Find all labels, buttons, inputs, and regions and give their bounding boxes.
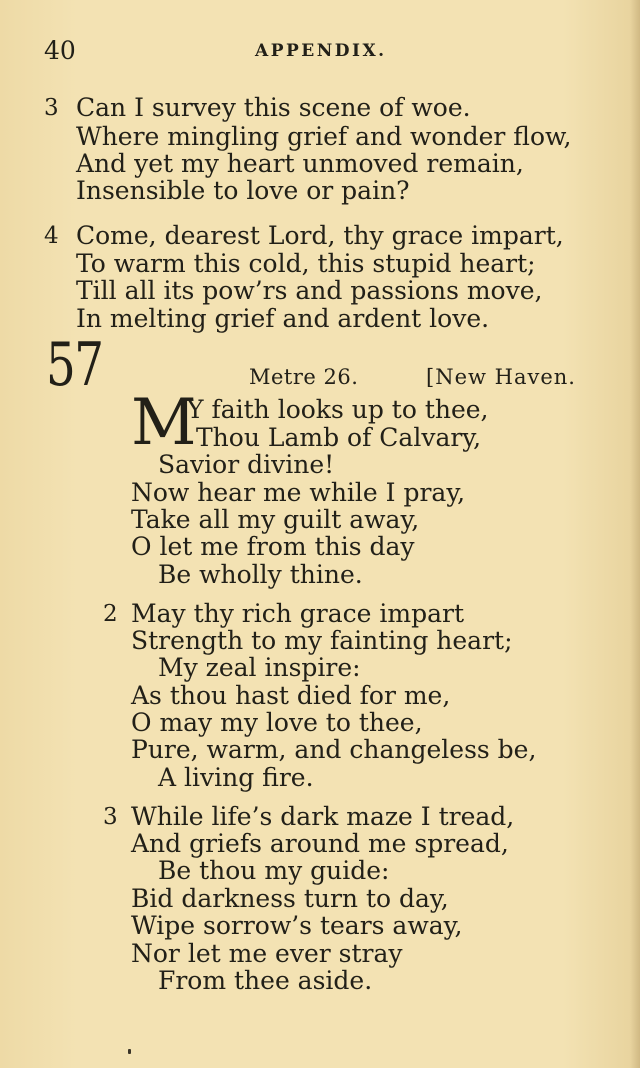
hymn-tune-name: [New Haven. — [426, 365, 576, 389]
verse-line: May thy rich grace impart — [131, 599, 464, 628]
page-number: 40 — [44, 36, 76, 65]
drop-cap: M — [131, 386, 197, 460]
page-edge-shadow — [630, 0, 640, 1068]
ink-speck — [128, 1049, 131, 1054]
verse-line: O may my love to thee, — [131, 708, 423, 737]
verse-line: Thou Lamb of Calvary, — [196, 423, 482, 452]
verse-line: Now hear me while I pray, — [131, 478, 466, 507]
verse-number: 4 — [44, 223, 59, 249]
hymn-number: 57 — [46, 330, 103, 400]
verse-line: Strength to my fainting heart; — [131, 626, 513, 655]
verse-line: To warm this cold, this stupid heart; — [76, 249, 536, 278]
verse-line: A living fire. — [158, 763, 314, 792]
verse-line: While life’s dark maze I tread, — [131, 802, 515, 831]
verse-line: Be wholly thine. — [158, 560, 363, 589]
verse-line: Pure, warm, and changeless be, — [131, 735, 537, 764]
verse-line: Insensible to love or pain? — [76, 176, 410, 205]
verse-line: Nor let me ever stray — [131, 939, 403, 968]
verse-line: Come, dearest Lord, thy grace impart, — [76, 221, 564, 250]
verse-line: From thee aside. — [158, 966, 373, 995]
verse-line: Be thou my guide: — [158, 856, 390, 885]
hymn-metre: Metre 26. — [249, 365, 359, 389]
verse-number: 2 — [103, 601, 118, 627]
verse-line: Wipe sorrow’s tears away, — [131, 911, 463, 940]
verse-number: 3 — [103, 804, 118, 830]
verse-number: 3 — [44, 95, 59, 121]
running-head: APPENDIX. — [255, 41, 387, 61]
verse-line: In melting grief and ardent love. — [76, 304, 490, 333]
verse-line: O let me from this day — [131, 532, 415, 561]
verse-line: And griefs around me spread, — [131, 829, 509, 858]
verse-line: Where mingling grief and wonder flow, — [76, 122, 572, 151]
verse-line: Till all its pow’rs and passions move, — [76, 276, 543, 305]
verse-line: And yet my heart unmoved remain, — [76, 149, 524, 178]
verse-line: Bid darkness turn to day, — [131, 884, 449, 913]
verse-line: Savior divine! — [158, 450, 335, 479]
verse-line: Take all my guilt away, — [131, 505, 420, 534]
verse-line: As thou hast died for me, — [131, 681, 451, 710]
verse-line: My zeal inspire: — [158, 653, 361, 682]
verse-line: Can I survey this scene of woe. — [76, 93, 471, 122]
verse-line: Y faith looks up to thee, — [187, 395, 489, 424]
